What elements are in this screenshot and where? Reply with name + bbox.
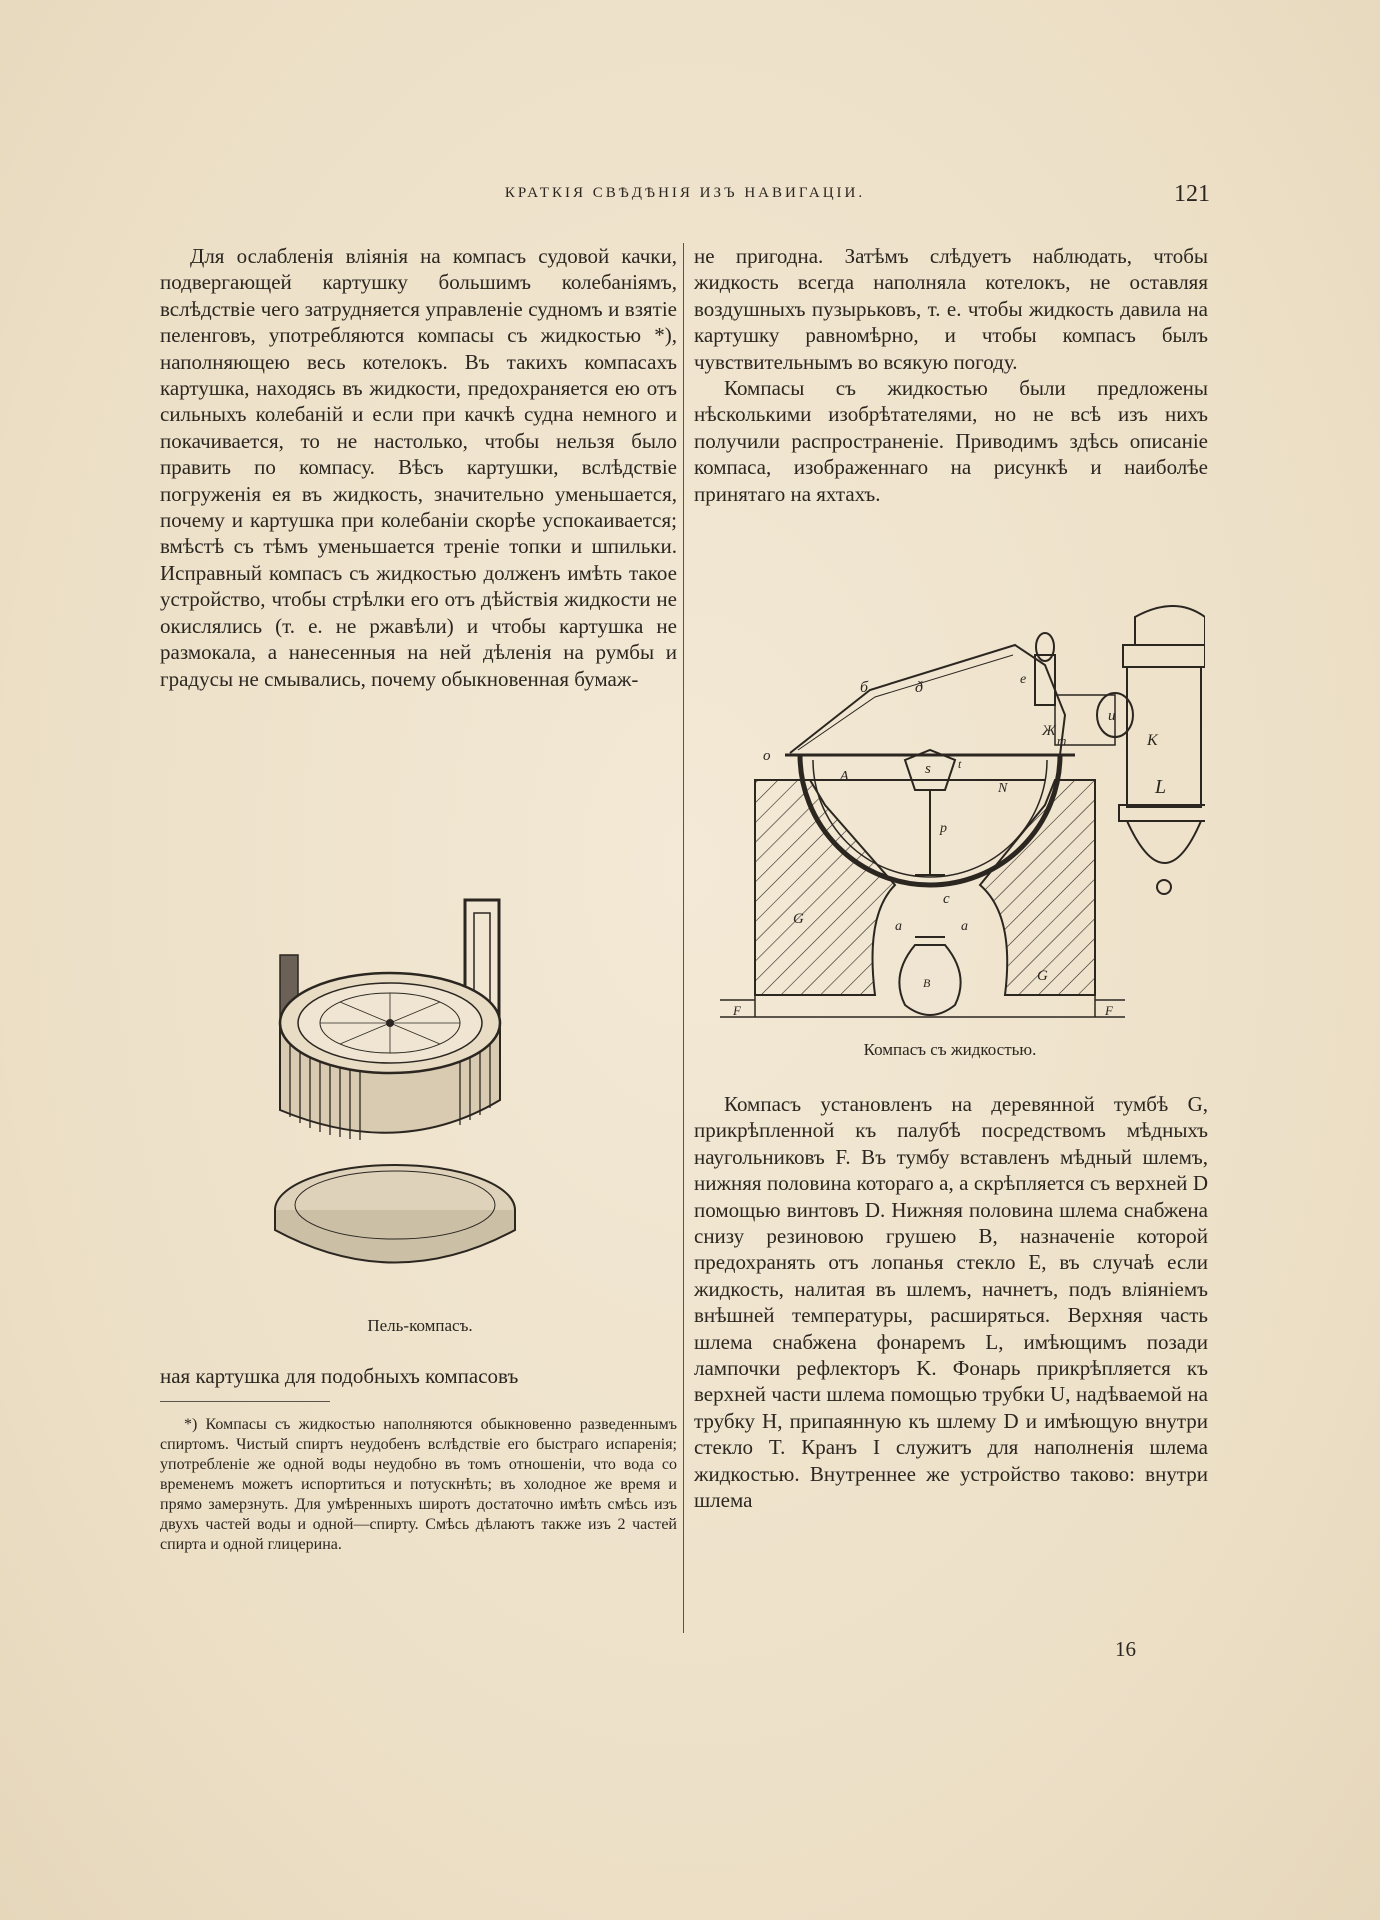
footnote bbox=[160, 1415, 677, 1555]
right-paragraph-3: Компасъ установленъ на деревянной тумбѣ G, прикрѣпленной къ палубѣ посредствомъ мѣдныхъ наугольниковъ F. Въ тумбу вставленъ мѣдный шлемъ, нижняя половина котораго a, a скрѣпляется съ верхней D помощью винтовъ D. Нижняя половина шлема снабжена снизу резиновою грушею B, назначеніе которой предохранять отъ лопанья стекло E, въ случаѣ если жидкость, налитая въ шлемъ, начнетъ, подъ вліяніемъ внѣшней температуры, расширяться. Верхняя часть шлема снабжена фонаремъ L, имѣющимъ позади лампочки рефлекторъ K. Фонарь прикрѣпляется къ верхней части шлема помощью трубки U, надѣваемой на трубку H, припаянную къ шлему D и имѣющую внутри стекло T. Кранъ I служитъ для наполненія шлема жидкостью. Внутреннее же устройство таково: внутри шлема bbox=[694, 1092, 1208, 1513]
liquid-compass-caption: Компасъ съ жидкостью. bbox=[863, 1040, 1037, 1059]
pel-compass-illustration bbox=[260, 895, 540, 1305]
diagram-label-k: K bbox=[1147, 732, 1158, 749]
pel-compass-caption: Пель-компасъ. bbox=[367, 1316, 473, 1335]
diagram-label-f-left: F bbox=[733, 1003, 741, 1018]
diagram-label-g-right: G bbox=[1037, 968, 1048, 984]
diagram-label-c: c bbox=[943, 891, 950, 907]
diagram-label-a-upper: A bbox=[840, 769, 849, 784]
diagram-label-a-left: a bbox=[895, 919, 902, 934]
diagram-label-t-small: t bbox=[958, 757, 962, 771]
left-column bbox=[160, 243, 677, 692]
diagram-label-o: o bbox=[763, 748, 771, 764]
column-divider bbox=[683, 243, 684, 1633]
footnote-text: *) Компасы съ жидкостью наполняются обыкновенно разведеннымъ спиртомъ. Чистый спиртъ неудобенъ вслѣдствіе его быстраго испаренія; употребленіе же одной воды неудобно въ томъ отношеніи, что вода со временемъ можетъ испортиться и потускнѣть; въ холодное же время и прямо замерзнуть. Для умѣренныхъ широтъ достаточно имѣть смѣсь изъ двухъ частей воды и одной—спирту. Смѣсь дѣлаютъ также изъ 2 частей спирта и одной глицерина. bbox=[160, 1416, 677, 1553]
diagram-label-r: p bbox=[940, 821, 947, 836]
left-continuation-line: ная картушка для подобныхъ компасовъ bbox=[160, 1364, 519, 1388]
diagram-label-bulb: B bbox=[923, 976, 931, 990]
left-column-continuation bbox=[160, 1363, 677, 1389]
diagram-label-a-right: a bbox=[961, 919, 968, 934]
diagram-label-d: ð bbox=[915, 679, 923, 696]
right-paragraph-1: не пригодна. Затѣмъ слѣдуетъ наблюдать, чтобы жидкость всегда наполняла котелокъ, не оставляя воздушныхъ пузырьковъ, т. е. чтобы жидкость давила на картушку равномѣрно, и чтобы компасъ былъ чувствительнымъ во всякую погоду. bbox=[694, 244, 1208, 374]
diagram-label-g-left: G bbox=[793, 911, 804, 927]
diagram-label-l: L bbox=[1155, 776, 1167, 798]
diagram-label-f-right: F bbox=[1105, 1003, 1113, 1018]
signature-mark: 16 bbox=[1115, 1637, 1136, 1661]
diagram-label-b: б bbox=[860, 679, 869, 696]
running-head bbox=[160, 181, 1210, 215]
diagram-label-h: Ж bbox=[1042, 723, 1056, 739]
running-title: КРАТКІЯ СВѢДѢНІЯ ИЗЪ НАВИГАЦІИ. bbox=[504, 185, 866, 201]
page-number: 121 bbox=[1174, 181, 1210, 207]
diagram-label-s: s bbox=[925, 761, 931, 777]
diagram-label-e: e bbox=[1020, 672, 1027, 687]
diagram-label-u: u bbox=[1108, 708, 1116, 724]
diagram-label-n: N bbox=[998, 781, 1008, 796]
liquid-compass-diagram bbox=[715, 605, 1205, 1025]
right-paragraph-2: Компасы съ жидкостью были предложены нѣсколькими изобрѣтателями, но не всѣ изъ нихъ получили распространеніе. Приводимъ здѣсь описаніе компаса, изображеннаго на рисункѣ и наиболѣе принятаго на яхтахъ. bbox=[694, 376, 1208, 506]
right-column-lower bbox=[694, 1091, 1208, 1514]
footnote-rule bbox=[160, 1401, 330, 1402]
diagram-label-t: т bbox=[1057, 733, 1067, 748]
right-column bbox=[694, 243, 1208, 507]
left-paragraph-1: Для ослабленія вліянія на компасъ судовой качки, подвергающей картушку большимъ колебаніямъ, вслѣдствіе чего затрудняется управленіе судномъ и взятіе пеленговъ, употребляются компасы съ жидкостью *), наполняющею весь котелокъ. Въ такихъ компасахъ картушка, находясь въ жидкости, предохраняется ею отъ сильныхъ колебаній и если при качкѣ судна немного и покачивается, то не настолько, чтобы нельзя было править по компасу. Вѣсъ картушки, вслѣдствіе погруженія ея въ жидкость, значительно уменьшается, почему и картушка при колебаніи скорѣе успокаивается; вмѣстѣ съ тѣмъ уменьшается треніе топки и шпильки. Исправный компасъ съ жидкостью долженъ имѣть такое устройство, чтобы стрѣлки его отъ дѣйствія жидкости не окислялись (т. е. не ржавѣли) и чтобы картушка не размокала, а нанесенныя на ней дѣленія на румбы и градусы не смывались, почему обыкновенная бумаж- bbox=[160, 244, 677, 691]
